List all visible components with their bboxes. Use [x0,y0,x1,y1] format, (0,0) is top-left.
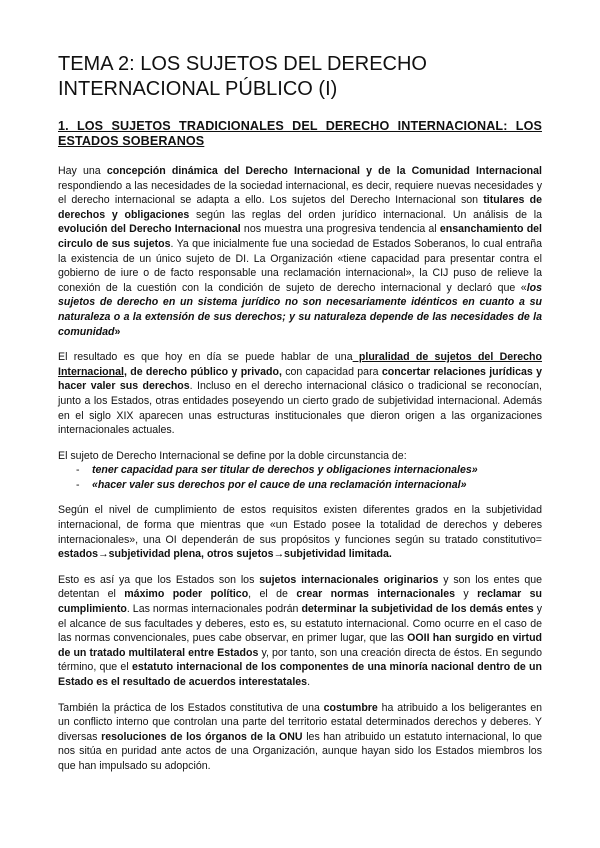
text: y son los entes que detentan el [58,573,542,601]
paragraph-costumbre [58,701,542,774]
text: Hay una [58,165,107,177]
text: con capacidad para [281,365,382,378]
text: , el de [248,588,297,601]
text: según las reglas del orden jurídico internacional. Un análisis de la [189,208,543,221]
bold-text: máximo poder político [124,588,249,601]
bold-italic-quote: los sujetos de derecho en un sistema jurídico no son necesariamente idénticos en cuanto a su naturaleza o a la extensión de sus derechos; y su naturaleza depende de las necesidades de la comunidad [58,281,542,338]
requirements-list [58,463,542,492]
list-item [76,478,542,493]
page-title: TEMA 2: LOS SUJETOS DEL DERECHO INTERNACIONAL PÚBLICO (I) [58,53,427,100]
bold-text: costumbre [323,701,378,714]
bold-text: determinar la subjetividad de los demás entes [301,603,534,616]
bold-text: concepción dinámica del Derecho Internacional y de la Comunidad Internacional [106,165,542,177]
paragraph-grados [58,503,542,561]
bold-text: crear normas internacionales [296,588,455,601]
section-heading: 1. LOS SUJETOS TRADICIONALES DEL DERECHO INTERNACIONAL: LOS ESTADOS SOBERANOS [58,119,542,148]
text: . Ya que inicialmente fue una sociedad de Estados Soberanos, lo cual entraña la existencia de un único sujeto de DI. La Organización «tiene capacidad para presentar contra el gobierno de iure o de facto responsable una reclamación internacional», la CIJ puso de relieve la conexión de la cuestión con la condición de sujeto de derecho internacional y declaró que « [58,237,542,294]
text: . Incluso en el derecho internacional clásico o tradicional se reconocían, junto a los Estados, otras entidades poseyendo un cierto grado de subjetividad internacional. Además en el siglo XIX aparecen unas estructuras institucionales que dieron origen a las organizaciones internacionales actuales. [58,380,542,437]
text: Según el nivel de cumplimiento de estos requisitos existen diferentes grados en la subjetividad internacional, de forma que mientras que «un Estado posee la totalidad de derechos y deberes internacionales», una OI dependerán de sus propósitos y funciones según su tratado constitutivo= [58,504,542,546]
text: respondiendo a las necesidades de la sociedad internacional, es decir, requiere nuevas necesidades y el derecho internacional se adapta a ello. Los sujetos del Derecho Internacional son [58,179,542,207]
text: También la práctica de los Estados constitutiva de una [58,701,324,714]
bold-text: , de derecho público y privado, [123,365,282,378]
bold-text: concertar relaciones jurídicas y hacer valer sus derechos [58,365,543,393]
bold-text: titulares de derechos y obligaciones [58,194,542,221]
bold-text: estados→subjetividad plena, otros sujetos→subjetividad limitada. [58,548,392,561]
paragraph-definicion: El sujeto de Derecho Internacional se define por la doble circunstancia de: [58,449,407,462]
bold-text: evolución del Derecho Internacional [58,223,241,236]
bold-text: estatuto internacional de los componentes de una minoría nacional dentro de un Estado es el resultado de acuerdos interestatales [58,661,542,688]
paragraph-pluralidad [58,350,542,438]
bold-underlined-text: pluralidad de sujetos del Derecho Internacional [58,351,542,378]
text: . Las normas internacionales podrán [126,603,302,616]
text: y el alcance de sus facultades y deberes, esto es, su estatuto internacional. Como ocurre en el caso de las normas convencionales, pues cabe observar, en primer lugar, que las [58,603,542,645]
text: . [307,676,311,688]
list-item-text: «hacer valer sus derechos por el cauce de una reclamación internacional» [92,478,467,491]
text: » [114,325,121,338]
text: Esto es así ya que los Estados son los [58,573,260,586]
bold-text: sujetos internacionales originarios [259,573,439,586]
list-item-text: tener capacidad para ser titular de derechos y obligaciones internacionales» [92,464,478,477]
bold-text: reclamar su cumplimiento [58,588,543,616]
bold-text: OOII han surgido en virtud de un tratado multilateral entre Estados [58,632,543,659]
bold-text: ensanchamiento del circulo de sus sujetos [58,223,543,250]
text: ha atribuido a los beligerantes en un conflicto interno que controlan una parte del territorio estatal determinados derechos y deberes. Y diversas [58,701,542,743]
bold-text: resoluciones de los órganos de la ONU [101,730,303,743]
list-item [76,463,542,478]
text: El resultado es que hoy en día se puede hablar de una [58,351,353,364]
text: y, por tanto, son una creación directa de éstos. En segundo término, que el [58,646,542,674]
paragraph-intro [58,164,542,339]
text: y [455,588,478,601]
paragraph-originarios [58,573,542,690]
text: les han atribuido un estatuto internacional, lo que nos sitúa en puridad ante actos de una Organización, aunque hayan sido los Estados miembros los que han impulsado su adopción. [58,730,542,772]
text: nos muestra una progresiva tendencia al [240,223,440,236]
